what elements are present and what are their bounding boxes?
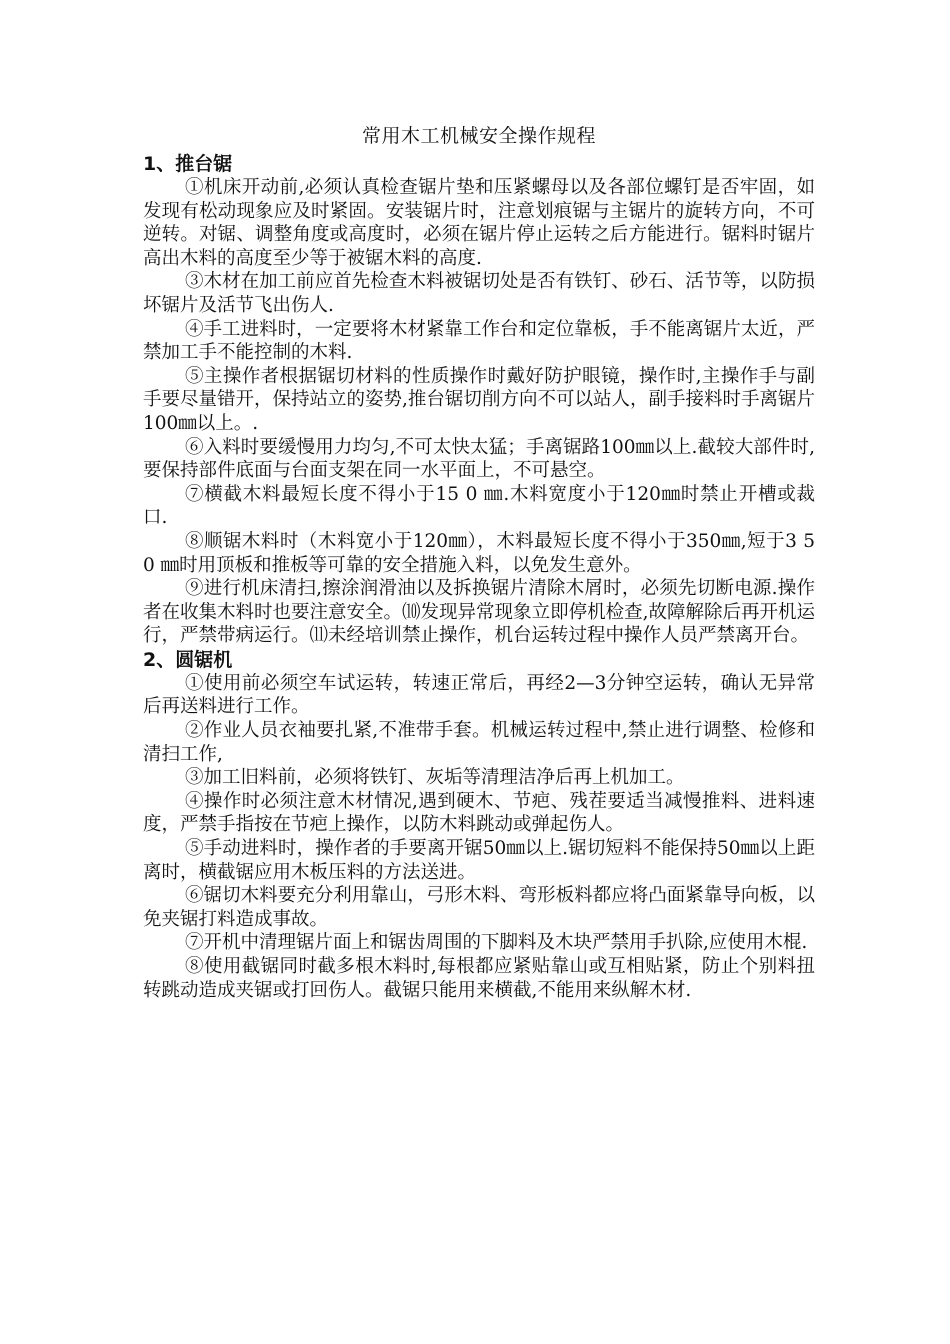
paragraph: ⑥入料时要缓慢用力均匀,不可太快太猛；手离锯路100㎜以上.截较大部件时,要保持部件底面与台面支架在同一水平面上，不可悬空。 [143, 436, 815, 482]
paragraph: ①机床开动前,必须认真检查锯片垫和压紧螺母以及各部位螺钉是否牢固，如发现有松动现象应及时紧固。安装锯片时，注意划痕锯与主锯片的旋转方向，不可逆转。对锯、调整角度或高度时，必须在锯片停止运转之后方能进行。锯料时锯片高出木料的高度至少等于被锯木料的高度. [143, 177, 815, 269]
paragraph: ③木材在加工前应首先检查木料被锯切处是否有铁钉、砂石、活节等，以防损坏锯片及活节飞出伤人. [143, 271, 815, 316]
paragraph: ④手工进料时，一定要将木材紧靠工作台和定位靠板，手不能离锯片太近，严禁加工手不能控制的木料. [143, 318, 815, 364]
document-title: 常用木工机械安全操作规程 [361, 125, 596, 147]
paragraph: ⑨进行机床清扫,擦涂润滑油以及拆换锯片清除木屑时，必须先切断电源.操作者在收集木料时也要注意安全。⑽发现异常现象立即停机检查,故障解除后再开机运行，严禁带病运行。⑾未经培训禁止操作，机台运转过程中操作人员严禁离开台。 [143, 578, 815, 647]
paragraph: ④操作时必须注意木材情况,遇到硬木、节疤、残茬要适当减慢推料、进料速度，严禁手指按在节疤上操作，以防木料跳动或弹起伤人。 [143, 790, 815, 836]
paragraph: ②作业人员衣袖要扎紧,不准带手套。机械运转过程中,禁止进行调整、检修和清扫工作, [143, 720, 815, 765]
section-heading: 1、推台锯 [143, 153, 233, 175]
section-heading: 2、圆锯机 [143, 648, 233, 671]
paragraph: ⑧使用截锯同时截多根木料时,每根都应紧贴靠山或互相贴紧，防止个别料扭转跳动造成夹锯或打回伤人。截锯只能用来横截,不能用来纵解木材. [143, 956, 815, 1001]
paragraph: ⑧顺锯木料时（木料宽小于120㎜），木料最短长度不得小于350㎜,短于3 5 0 ㎜时用顶板和推板等可靠的安全措施入料，以免发生意外。 [143, 530, 815, 576]
paragraph: ⑥锯切木料要充分利用靠山，弓形木料、弯形板料都应将凸面紧靠导向板，以免夹锯打料造成事故。 [143, 885, 815, 930]
paragraph: ⑦横截木料最短长度不得小于15 0 ㎜.木料宽度小于120㎜时禁止开槽或裁口. [143, 483, 815, 529]
paragraph: ⑦开机中清理锯片面上和锯齿周围的下脚料及木块严禁用手扒除,应使用木棍. [185, 932, 808, 954]
paragraph: ⑤手动进料时，操作者的手要离开锯50㎜以上.锯切短料不能保持50㎜以上距离时，横截锯应用木板压料的方法送进。 [143, 838, 815, 883]
document-page [143, 122, 815, 1002]
paragraph: ⑤主操作者根据锯切材料的性质操作时戴好防护眼镜，操作时,主操作手与副手要尽量错开，保持站立的姿势,推台锯切削方向不可以站人，副手接料时手离锯片100㎜以上。. [143, 365, 815, 434]
paragraph: ①使用前必须空车试运转，转速正常后，再经2—3分钟空运转，确认无异常后再送料进行工作。 [143, 672, 815, 718]
section-circular-saw [143, 648, 815, 1002]
paragraph: ③加工旧料前，必须将铁钉、灰垢等清理洁净后再上机加工。 [185, 767, 685, 789]
section-push-table-saw [143, 152, 815, 648]
